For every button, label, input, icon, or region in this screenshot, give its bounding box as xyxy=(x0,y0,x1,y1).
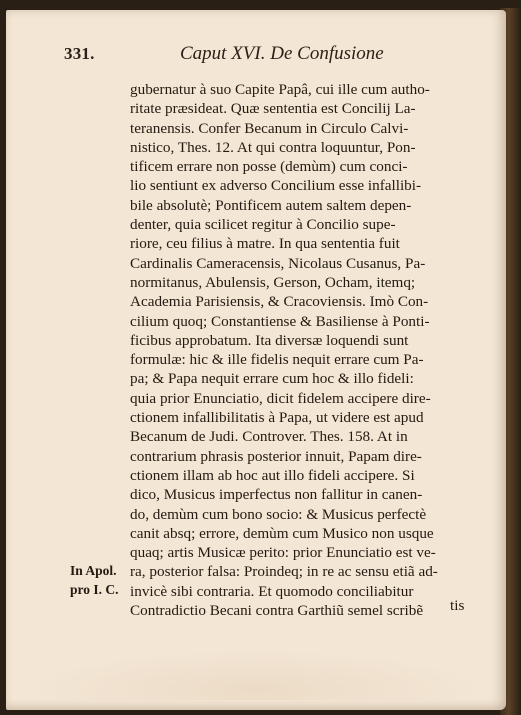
text-line: Contradictio Becani contra Garthiũ semel scribẽ xyxy=(130,602,424,620)
text-line: denter, quia scilicet regitur à Concilio supe- xyxy=(130,216,396,234)
text-line: lio sentiunt ex adverso Concilium esse infallibi- xyxy=(130,177,422,195)
text-line: teranensis. Confer Becanum in Circulo Calvi- xyxy=(130,119,409,137)
text-line: Becanum de Judi. Controver. Thes. 158. At in xyxy=(130,428,408,446)
text-line: canit absq; errore, demùm cum Musico non usque xyxy=(130,524,434,542)
page-number: 331. xyxy=(64,44,95,63)
text-line: dico, Musicus imperfectus non fallitur in canen- xyxy=(130,486,423,504)
text-line: bile absolutè; Pontificem autem saltem depen- xyxy=(130,196,412,214)
text-line: formulæ: hic & ille fidelis nequit errare cum Pa- xyxy=(130,351,424,369)
margin-note-line: pro I. C. xyxy=(70,582,119,598)
text-line: normitanus, Abulensis, Gerson, Ocham, itemq; xyxy=(130,273,416,291)
text-line: ritate præsideat. Quæ sententia est Concilij La- xyxy=(130,100,416,118)
text-line: invicè sibi contraria. Et quomodo conciliabitur xyxy=(130,582,414,600)
text-line: ctionem infallibilitatis à Papa, ut videre est apud xyxy=(130,409,424,427)
text-line: riore, ceu filius à matre. In qua sententia fuit xyxy=(130,235,400,253)
text-line: ra, posterior falsa: Proindeq; in re ac sensu etiã ad- xyxy=(130,563,438,581)
text-line: nistico, Thes. 12. At qui contra loquuntur, Pon- xyxy=(130,138,416,156)
text-line: quia prior Enunciatio, dicit fidelem accipere dire- xyxy=(130,389,431,407)
text-line: contrarium phrasis posterior innuit, Papam dire- xyxy=(130,447,422,465)
text-line: quaq; artis Musicæ perito: prior Enunciatio est ve- xyxy=(130,544,436,562)
text-line: ctionem illam ab hoc aut illo fideli accipere. Si xyxy=(130,466,415,484)
text-line: tificem errare non posse (demùm) cum conci- xyxy=(130,158,408,176)
text-line: ficibus approbatum. Ita diversæ loquendi sunt xyxy=(130,331,409,349)
margin-note-line: In Apol. xyxy=(70,563,117,578)
running-head: Caput XVI. De Confusione xyxy=(180,43,384,64)
text-line: cilium quoq; Constantiense & Basiliense à Ponti- xyxy=(130,312,430,330)
text-line: gubernatur à suo Capite Papâ, cui ille cum autho- xyxy=(130,81,430,98)
body-text xyxy=(130,80,480,620)
text-line: Cardinalis Cameracensis, Nicolaus Cusanus, Pa- xyxy=(130,254,426,272)
margin-note xyxy=(70,561,119,600)
text-line: do, demùm cum bono socio: & Musicus perfectè xyxy=(130,505,427,523)
paper-stain xyxy=(26,650,486,700)
catchword: tis xyxy=(450,597,465,614)
text-line: pa; & Papa nequit errare cum hoc & illo fideli: xyxy=(130,370,414,388)
text-line: Academia Parisiensis, & Cracoviensis. Imò Con- xyxy=(130,293,429,311)
